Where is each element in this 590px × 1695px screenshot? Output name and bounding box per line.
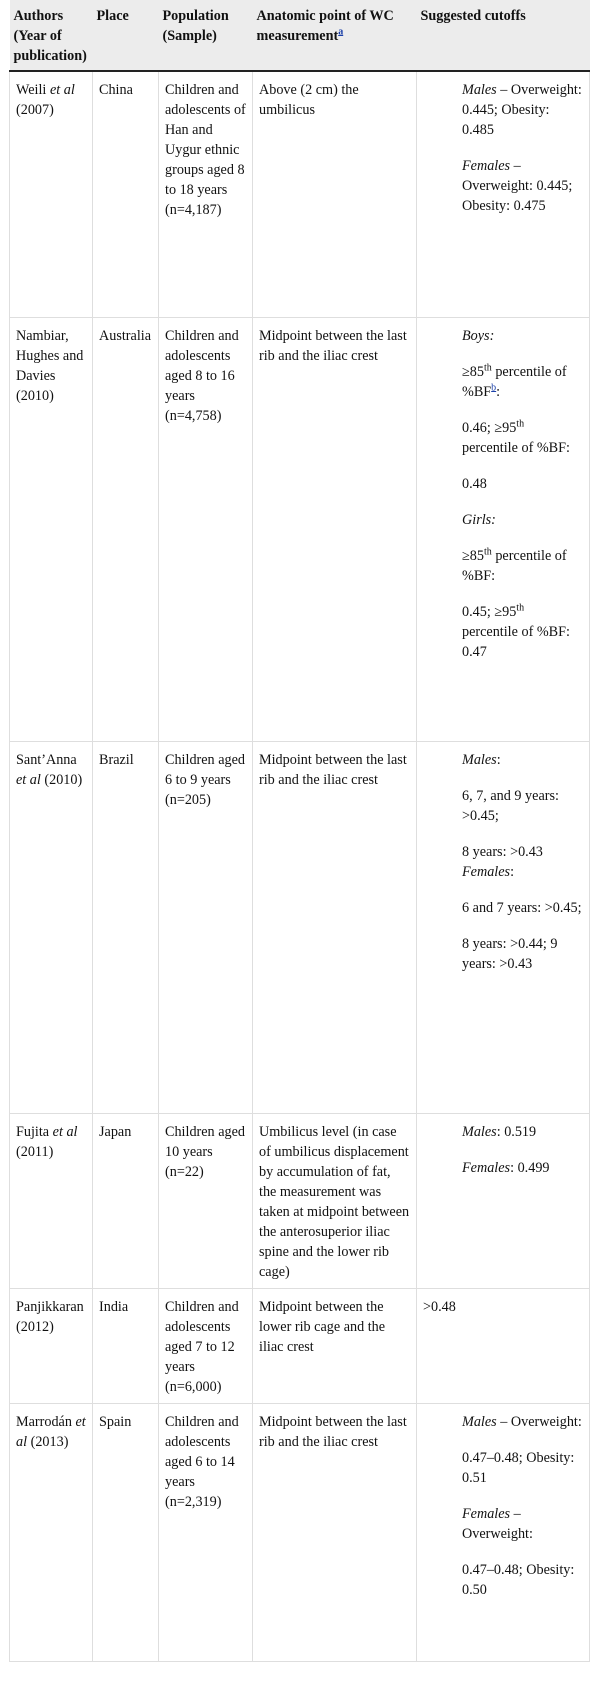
place-cell: India: [93, 1288, 159, 1403]
anatomic-cell: Midpoint between the last rib and the iliac crest: [253, 317, 417, 741]
cutoffs-cell: Males: 6, 7, and 9 years: >0.45; 8 years: >0.43 Females: 6 and 7 years: >0.45; 8 years: >0.44; 9 years: >0.43: [417, 741, 590, 1113]
cutoffs-cell: Males: 0.519 Females: 0.499: [417, 1113, 590, 1288]
author-cell: Fujita et al (2011): [10, 1113, 93, 1288]
header-row: [10, 0, 590, 71]
population-cell: Children and adolescents aged 6 to 14 years (n=2,319): [159, 1403, 253, 1661]
population-cell: Children and adolescents aged 7 to 12 years (n=6,000): [159, 1288, 253, 1403]
table-row: [10, 71, 590, 317]
header-place: Place: [93, 0, 159, 71]
cutoffs-cell: Males – Overweight: 0.47–0.48; Obesity: 0.51 Females – Overweight: 0.47–0.48; Obesity: 0.50: [417, 1403, 590, 1661]
table-row: [10, 741, 590, 1113]
header-authors: Authors (Year of publication): [10, 0, 93, 71]
cutoffs-cell: Boys: ≥85th percentile of $\%BF^b$: 0.46; ≥95th percentile of %BF: 0.48 Girls: ≥85th percentile of %BF: 0.45; ≥95th percentile of %BF: 0.47: [417, 317, 590, 741]
author-cell: Sant’Anna et al (2010): [10, 741, 93, 1113]
table-row: [10, 1288, 590, 1403]
author-cell: Nambiar, Hughes and Davies (2010): [10, 317, 93, 741]
population-cell: Children and adolescents aged 8 to 16 years (n=4,758): [159, 317, 253, 741]
footnote-link-a[interactable]: a: [338, 26, 344, 38]
table-row: [10, 1403, 590, 1661]
place-cell: Australia: [93, 317, 159, 741]
population-cell: Children aged 10 years (n=22): [159, 1113, 253, 1288]
population-cell: Children and adolescents of Han and Uygur ethnic groups aged 8 to 18 years (n=4,187): [159, 71, 253, 317]
cutoffs-cell: Males – Overweight: 0.445; Obesity: 0.485 Females – Overweight: 0.445; Obesity: 0.475: [417, 71, 590, 317]
anatomic-cell: Umbilicus level (in case of umbilicus displacement by accumulation of fat, the measurement was taken at midpoint between the anterosuperior iliac spine and the lower rib cage): [253, 1113, 417, 1288]
anatomic-cell: Midpoint between the last rib and the iliac crest: [253, 741, 417, 1113]
wc-cutoffs-table: [9, 0, 590, 1662]
header-cutoffs: Suggested cutoffs: [417, 0, 590, 71]
place-cell: Spain: [93, 1403, 159, 1661]
table-row: [10, 317, 590, 741]
population-cell: Children aged 6 to 9 years (n=205): [159, 741, 253, 1113]
cutoffs-cell: >0.48: [417, 1288, 590, 1403]
anatomic-cell: Midpoint between the lower rib cage and the iliac crest: [253, 1288, 417, 1403]
header-anatomic-label: Anatomic point of WC measurement: [256, 8, 394, 44]
place-cell: Brazil: [93, 741, 159, 1113]
author-cell: Marrodán et al (2013): [10, 1403, 93, 1661]
author-cell: Panjikkaran (2012): [10, 1288, 93, 1403]
footnote-link-b[interactable]: b: [491, 381, 497, 393]
place-cell: China: [93, 71, 159, 317]
author-cell: Weili et al (2007): [10, 71, 93, 317]
table-row: [10, 1113, 590, 1288]
anatomic-cell: Midpoint between the last rib and the iliac crest: [253, 1403, 417, 1661]
header-anatomic: [253, 0, 417, 71]
header-population: Population (Sample): [159, 0, 253, 71]
anatomic-cell: Above (2 cm) the umbilicus: [253, 71, 417, 317]
place-cell: Japan: [93, 1113, 159, 1288]
